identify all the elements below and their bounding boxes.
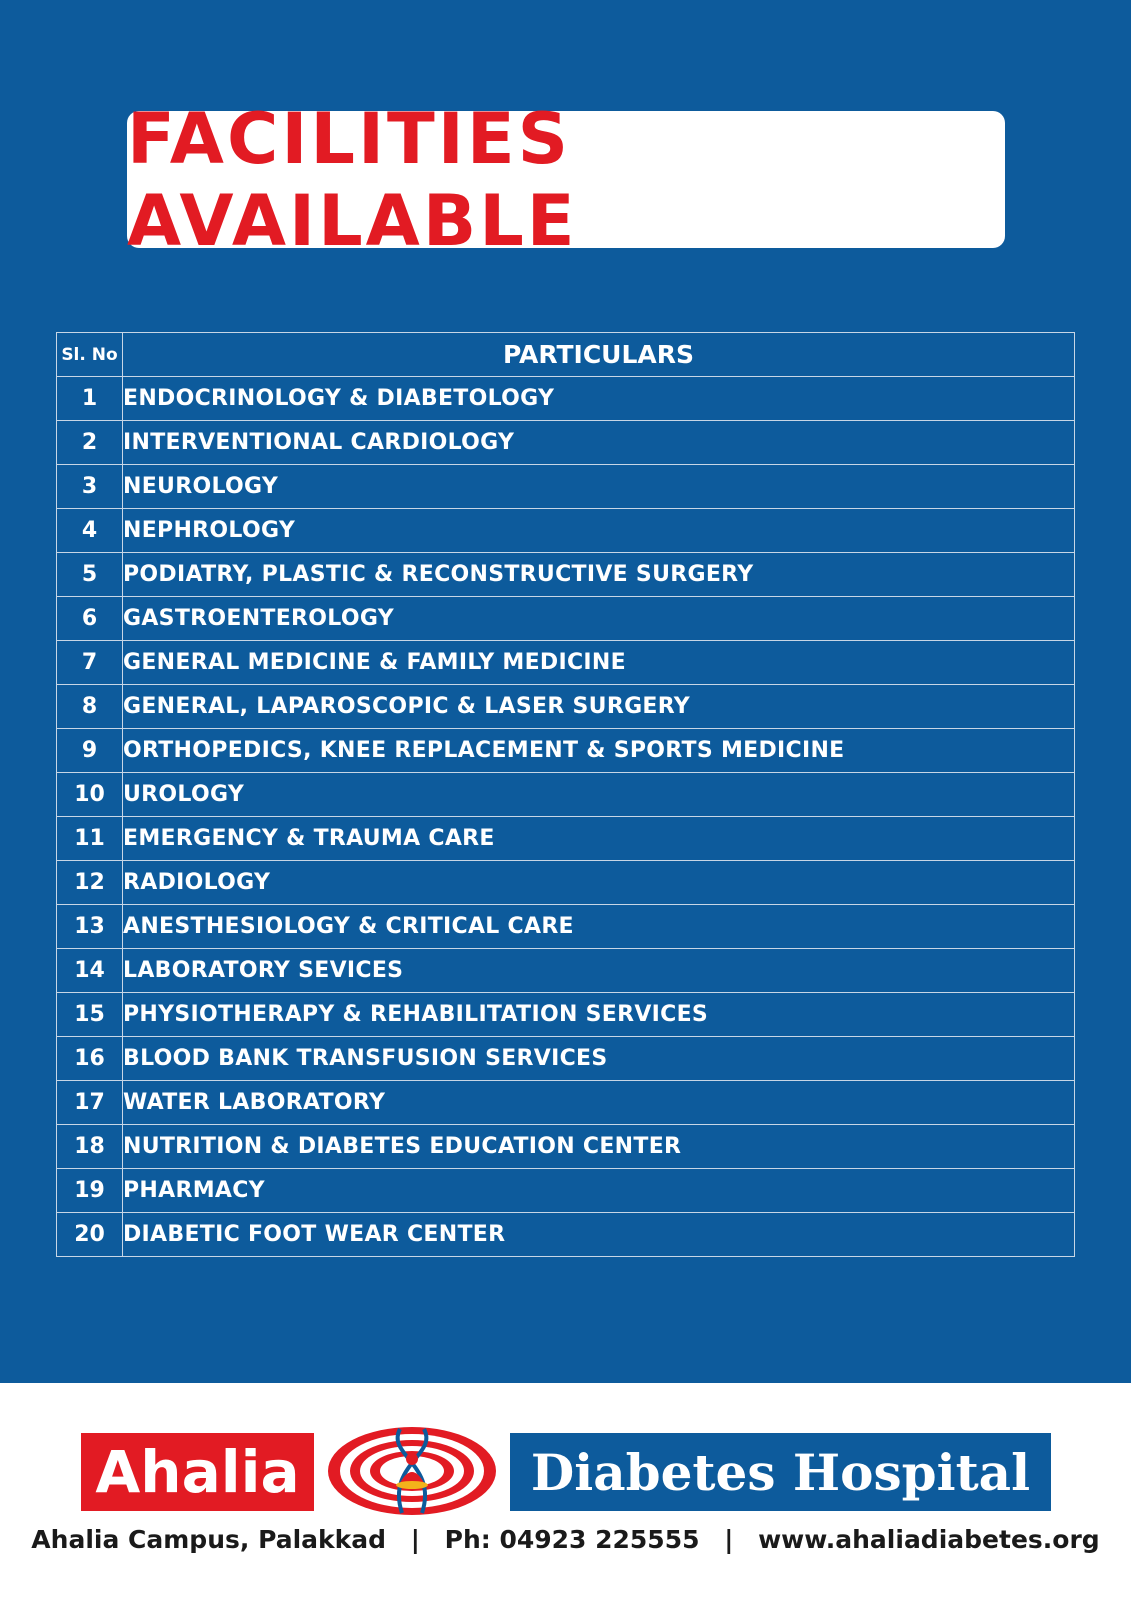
website-link[interactable]: www.ahaliadiabetes.org bbox=[758, 1525, 1100, 1554]
table-row bbox=[57, 729, 1075, 773]
table-row bbox=[57, 421, 1075, 465]
table-row bbox=[57, 377, 1075, 421]
table-row bbox=[57, 685, 1075, 729]
row-facility-name: WATER LABORATORY bbox=[123, 1081, 1075, 1125]
row-facility-name: NEPHROLOGY bbox=[123, 509, 1075, 553]
row-serial-number: 17 bbox=[57, 1081, 123, 1125]
row-facility-name: GASTROENTEROLOGY bbox=[123, 597, 1075, 641]
logo-ahalia-block bbox=[81, 1433, 314, 1511]
footer bbox=[0, 1383, 1131, 1600]
row-facility-name: RADIOLOGY bbox=[123, 861, 1075, 905]
row-facility-name: ANESTHESIOLOGY & CRITICAL CARE bbox=[123, 905, 1075, 949]
row-serial-number: 18 bbox=[57, 1125, 123, 1169]
table-row bbox=[57, 817, 1075, 861]
row-facility-name: UROLOGY bbox=[123, 773, 1075, 817]
row-serial-number: 15 bbox=[57, 993, 123, 1037]
title-banner bbox=[127, 97, 1005, 262]
row-serial-number: 8 bbox=[57, 685, 123, 729]
logo-diabetes-hospital-block bbox=[510, 1433, 1051, 1511]
table-row bbox=[57, 949, 1075, 993]
table-row bbox=[57, 553, 1075, 597]
separator: | bbox=[410, 1525, 420, 1554]
row-facility-name: INTERVENTIONAL CARDIOLOGY bbox=[123, 421, 1075, 465]
table-row bbox=[57, 1125, 1075, 1169]
row-serial-number: 13 bbox=[57, 905, 123, 949]
table-row bbox=[57, 1081, 1075, 1125]
row-serial-number: 3 bbox=[57, 465, 123, 509]
row-serial-number: 1 bbox=[57, 377, 123, 421]
table-row bbox=[57, 905, 1075, 949]
facilities-table bbox=[56, 332, 1075, 1257]
page-title: FACILITIES AVAILABLE bbox=[127, 97, 578, 262]
table-row bbox=[57, 465, 1075, 509]
table-header-row bbox=[57, 333, 1075, 377]
row-serial-number: 10 bbox=[57, 773, 123, 817]
table-row bbox=[57, 861, 1075, 905]
row-facility-name: BLOOD BANK TRANSFUSION SERVICES bbox=[123, 1037, 1075, 1081]
hospital-emblem-icon bbox=[326, 1425, 498, 1517]
row-serial-number: 16 bbox=[57, 1037, 123, 1081]
row-serial-number: 11 bbox=[57, 817, 123, 861]
row-facility-name: LABORATORY SEVICES bbox=[123, 949, 1075, 993]
address-text: Ahalia Campus, Palakkad bbox=[31, 1525, 387, 1554]
table-row bbox=[57, 993, 1075, 1037]
contact-line bbox=[0, 1525, 1131, 1554]
row-serial-number: 12 bbox=[57, 861, 123, 905]
row-facility-name: DIABETIC FOOT WEAR CENTER bbox=[123, 1213, 1075, 1257]
row-facility-name: NUTRITION & DIABETES EDUCATION CENTER bbox=[123, 1125, 1075, 1169]
table-row bbox=[57, 509, 1075, 553]
logo-diabetes-hospital-text: Diabetes Hospital bbox=[530, 1442, 1031, 1502]
table-row bbox=[57, 641, 1075, 685]
table-row bbox=[57, 1037, 1075, 1081]
row-facility-name: ENDOCRINOLOGY & DIABETOLOGY bbox=[123, 377, 1075, 421]
row-serial-number: 6 bbox=[57, 597, 123, 641]
row-serial-number: 19 bbox=[57, 1169, 123, 1213]
column-header-particulars: PARTICULARS bbox=[123, 333, 1075, 377]
phone-text: Ph: 04923 225555 bbox=[444, 1525, 700, 1554]
table-row bbox=[57, 1213, 1075, 1257]
table-row bbox=[57, 1169, 1075, 1213]
row-facility-name: PHARMACY bbox=[123, 1169, 1075, 1213]
table-row bbox=[57, 773, 1075, 817]
logo-ahalia-text: Ahalia bbox=[95, 1438, 300, 1506]
row-facility-name: EMERGENCY & TRAUMA CARE bbox=[123, 817, 1075, 861]
row-serial-number: 9 bbox=[57, 729, 123, 773]
row-facility-name: PHYSIOTHERAPY & REHABILITATION SERVICES bbox=[123, 993, 1075, 1037]
row-serial-number: 7 bbox=[57, 641, 123, 685]
row-serial-number: 5 bbox=[57, 553, 123, 597]
table-row bbox=[57, 597, 1075, 641]
separator: | bbox=[724, 1525, 734, 1554]
row-serial-number: 2 bbox=[57, 421, 123, 465]
row-facility-name: NEUROLOGY bbox=[123, 465, 1075, 509]
row-serial-number: 4 bbox=[57, 509, 123, 553]
row-facility-name: GENERAL, LAPAROSCOPIC & LASER SURGERY bbox=[123, 685, 1075, 729]
row-facility-name: ORTHOPEDICS, KNEE REPLACEMENT & SPORTS MEDICINE bbox=[123, 729, 1075, 773]
row-facility-name: PODIATRY, PLASTIC & RECONSTRUCTIVE SURGERY bbox=[123, 553, 1075, 597]
row-serial-number: 14 bbox=[57, 949, 123, 993]
row-serial-number: 20 bbox=[57, 1213, 123, 1257]
row-facility-name: GENERAL MEDICINE & FAMILY MEDICINE bbox=[123, 641, 1075, 685]
column-header-serial: Sl. No bbox=[57, 333, 123, 377]
